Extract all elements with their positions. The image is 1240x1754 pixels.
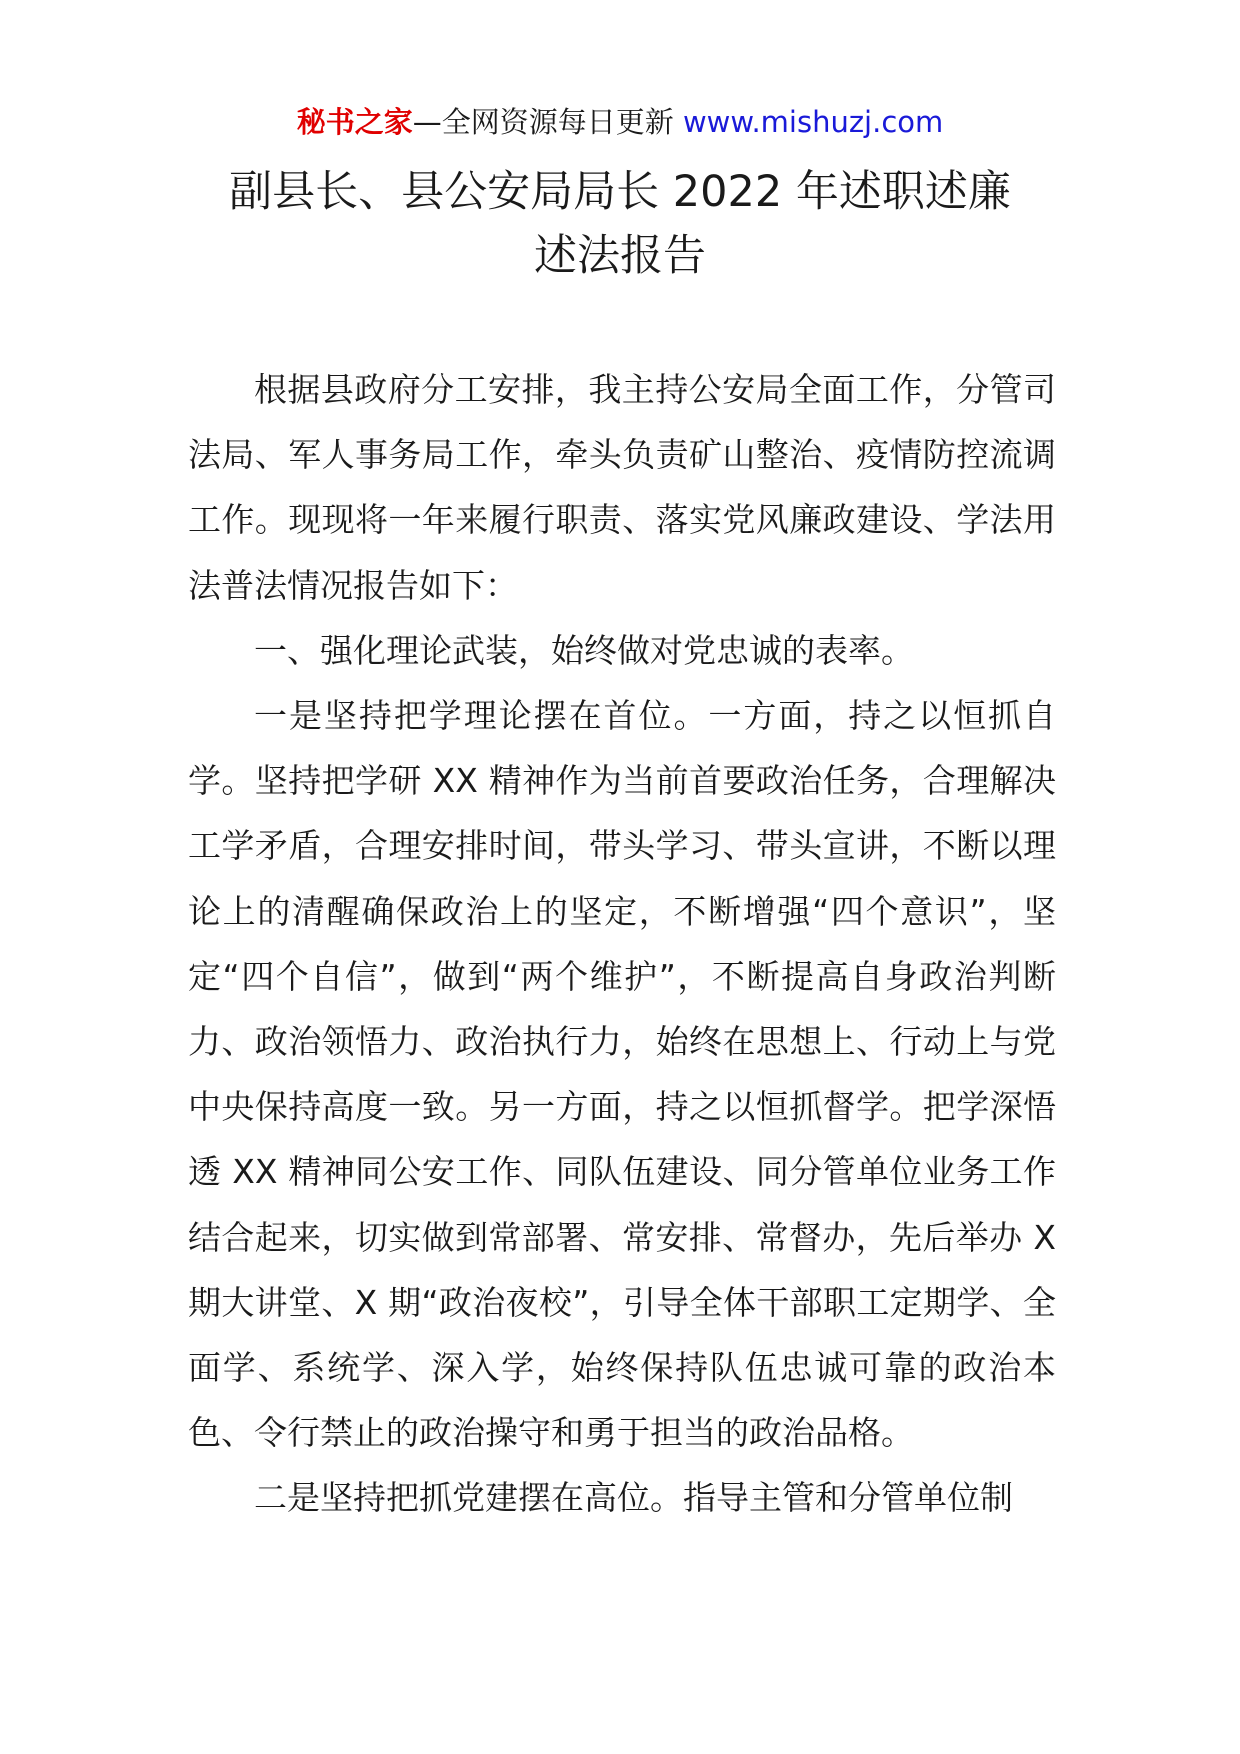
section-heading-1: 一、强化理论武装，始终做对党忠诚的表率。	[254, 630, 914, 670]
watermark-header	[0, 100, 1240, 144]
document-body	[188, 357, 1056, 1531]
paragraph-2: 二是坚持把抓党建摆在高位。指导主管和分管单位制	[254, 1478, 1013, 1518]
title-line-2: 述法报告	[534, 231, 706, 281]
paragraph-intro: 根据县政府分工安排，我主持公安局全面工作，分管司法局、军人事务局工作，牵头负责矿山整治、疫情防控流调工作。现现将一年来履行职责、落实党风廉政建设、学法用法普法情况报告如下：	[188, 370, 1056, 605]
paragraph-1: 一是坚持把学理论摆在首位。一方面，持之以恒抓自学。坚持把学研 XX 精神作为当前首要政治任务，合理解决工学矛盾，合理安排时间，带头学习、带头宣讲，不断以理论上的清醒确保政治上的坚定，不断增强“四个意识”，坚定“四个自信”，做到“两个维护”，不断提高自身政治判断力、政治领悟力、政治执行力，始终在思想上、行动上与党中央保持高度一致。另一方面，持之以恒抓督学。把学深悟透 XX 精神同公安工作、同队伍建设、同分管单位业务工作结合起来，切实做到常部署、常安排、常督办，先后举办 X 期大讲堂、X 期“政治夜校”，引导全体干部职工定期学、全面学、系统学、深入学，始终保持队伍忠诚可靠的政治本色、令行禁止的政治操守和勇于担当的政治品格。	[188, 696, 1056, 1453]
document-title	[0, 160, 1240, 288]
site-url: www.mishuzj.com	[682, 105, 944, 139]
header-tagline: —全网资源每日更新	[412, 105, 674, 139]
title-line-1: 副县长、县公安局局长 2022 年述职述廉	[229, 167, 1011, 217]
brand-name: 秘书之家	[296, 105, 413, 139]
